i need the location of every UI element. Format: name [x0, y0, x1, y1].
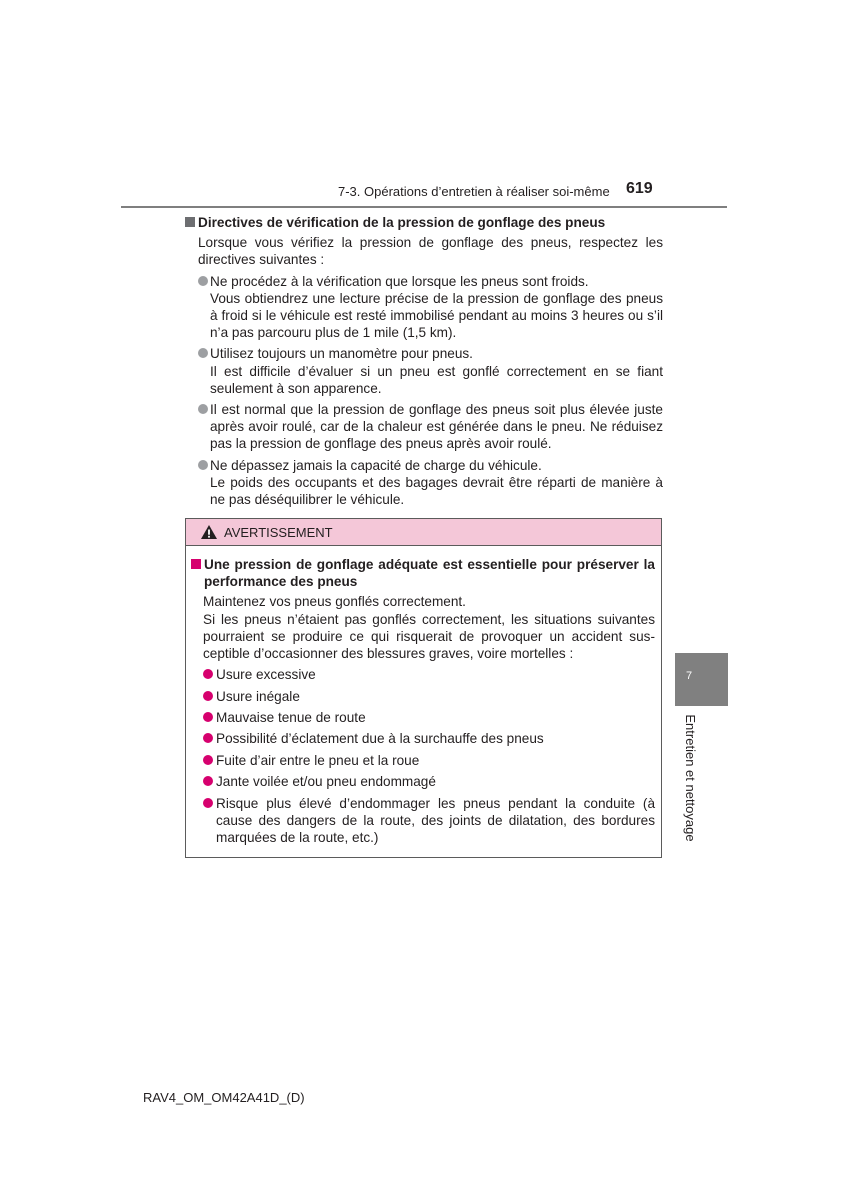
list-item-text: Possibilité d’éclatement due à la surchauffe des pneus [216, 731, 544, 747]
circle-bullet-icon [203, 798, 213, 808]
list-item [203, 773, 655, 790]
section-heading-text: Directives de vérification de la pression de gonflage des pneus [198, 215, 606, 230]
list-item [203, 709, 655, 726]
chapter-label: Entretien et nettoyage [683, 714, 698, 842]
warning-title [191, 556, 655, 590]
warning-list [203, 666, 655, 846]
footer-code: RAV4_OM_OM42A41D_(D) [143, 1090, 305, 1105]
main-content [185, 214, 663, 512]
intro-paragraph: Lorsque vous vérifiez la pression de gonflage des pneus, respectez les directives suivantes : [198, 235, 663, 268]
warning-title-text: Une pression de gonflage adéquate est essentielle pour préserver la performance des pneus [204, 557, 655, 590]
warning-line: Si les pneus n’étaient pas gonflés correctement, les situations suivantes pourraient se produire ce qui risquerait de provoquer un accident sus-ceptible d’occasionner des blessures graves, voire mortelles : [203, 611, 655, 662]
square-bullet-icon [191, 559, 201, 569]
list-item-text: Jante voilée et/ou pneu endommagé [216, 774, 436, 790]
circle-bullet-icon [203, 776, 213, 786]
circle-bullet-icon [203, 691, 213, 701]
list-item [198, 345, 663, 397]
warning-label: AVERTISSEMENT [224, 524, 333, 540]
guideline-list [198, 273, 663, 509]
square-bullet-icon [185, 217, 195, 227]
warning-content [186, 546, 661, 846]
circle-bullet-icon [198, 460, 208, 470]
list-item [198, 273, 663, 342]
bullet-title: Ne dépassez jamais la capacité de charge du véhicule. [210, 457, 542, 473]
list-item [198, 401, 663, 453]
warning-line: Maintenez vos pneus gonflés correctement. [203, 594, 466, 610]
list-item-text: Usure excessive [216, 667, 316, 683]
bullet-body: Le poids des occupants et des bagages devrait être réparti de manière à ne pas déséquilibrer le véhicule. [210, 474, 663, 508]
running-header-section: 7-3. Opérations d’entretien à réaliser soi-même [338, 184, 610, 199]
warning-paragraph [203, 593, 655, 662]
list-item [198, 457, 663, 509]
list-item [203, 730, 655, 747]
circle-bullet-icon [198, 404, 208, 414]
warning-triangle-icon [200, 524, 218, 540]
list-item [203, 666, 655, 683]
list-item [203, 795, 655, 847]
warning-header [186, 519, 661, 546]
bullet-title: Utilisez toujours un manomètre pour pneus. [210, 346, 473, 362]
list-item [203, 752, 655, 769]
warning-box [185, 518, 662, 858]
circle-bullet-icon [203, 755, 213, 765]
bullet-title: Il est normal que la pression de gonflage des pneus soit plus élevée juste après avoir roulé, car de la chaleur est générée dans le pneu. Ne réduisez pas la pression de gonflage des pneus après avoir roulé. [210, 402, 663, 452]
list-item-text: Fuite d’air entre le pneu et la roue [216, 752, 420, 768]
bullet-title: Ne procédez à la vérification que lorsque les pneus sont froids. [210, 273, 589, 289]
circle-bullet-icon [203, 712, 213, 722]
circle-bullet-icon [198, 348, 208, 358]
list-item [203, 688, 655, 705]
chapter-number: 7 [686, 670, 693, 682]
circle-bullet-icon [203, 733, 213, 743]
circle-bullet-icon [198, 276, 208, 286]
list-item-text: Risque plus élevé d’endommager les pneus pendant la conduite (à cause des dangers de la route, des joints de dilatation, des bordures marquées de la route, etc.) [216, 795, 655, 845]
circle-bullet-icon [203, 669, 213, 679]
section-heading [185, 214, 663, 231]
list-item-text: Mauvaise tenue de route [216, 710, 366, 725]
header-divider [121, 206, 727, 208]
bullet-body: Vous obtiendrez une lecture précise de la pression de gonflage des pneus à froid si le véhicule est resté immobilisé pendant au moins 3 heures ou s’il n’a pas parcouru plus de 1 mile (1,5 km). [210, 290, 663, 341]
list-item-text: Usure inégale [216, 688, 300, 704]
page-number: 619 [626, 180, 653, 197]
bullet-body: Il est difficile d’évaluer si un pneu est gonflé correctement en se fiant seulement à son apparence. [210, 363, 663, 396]
